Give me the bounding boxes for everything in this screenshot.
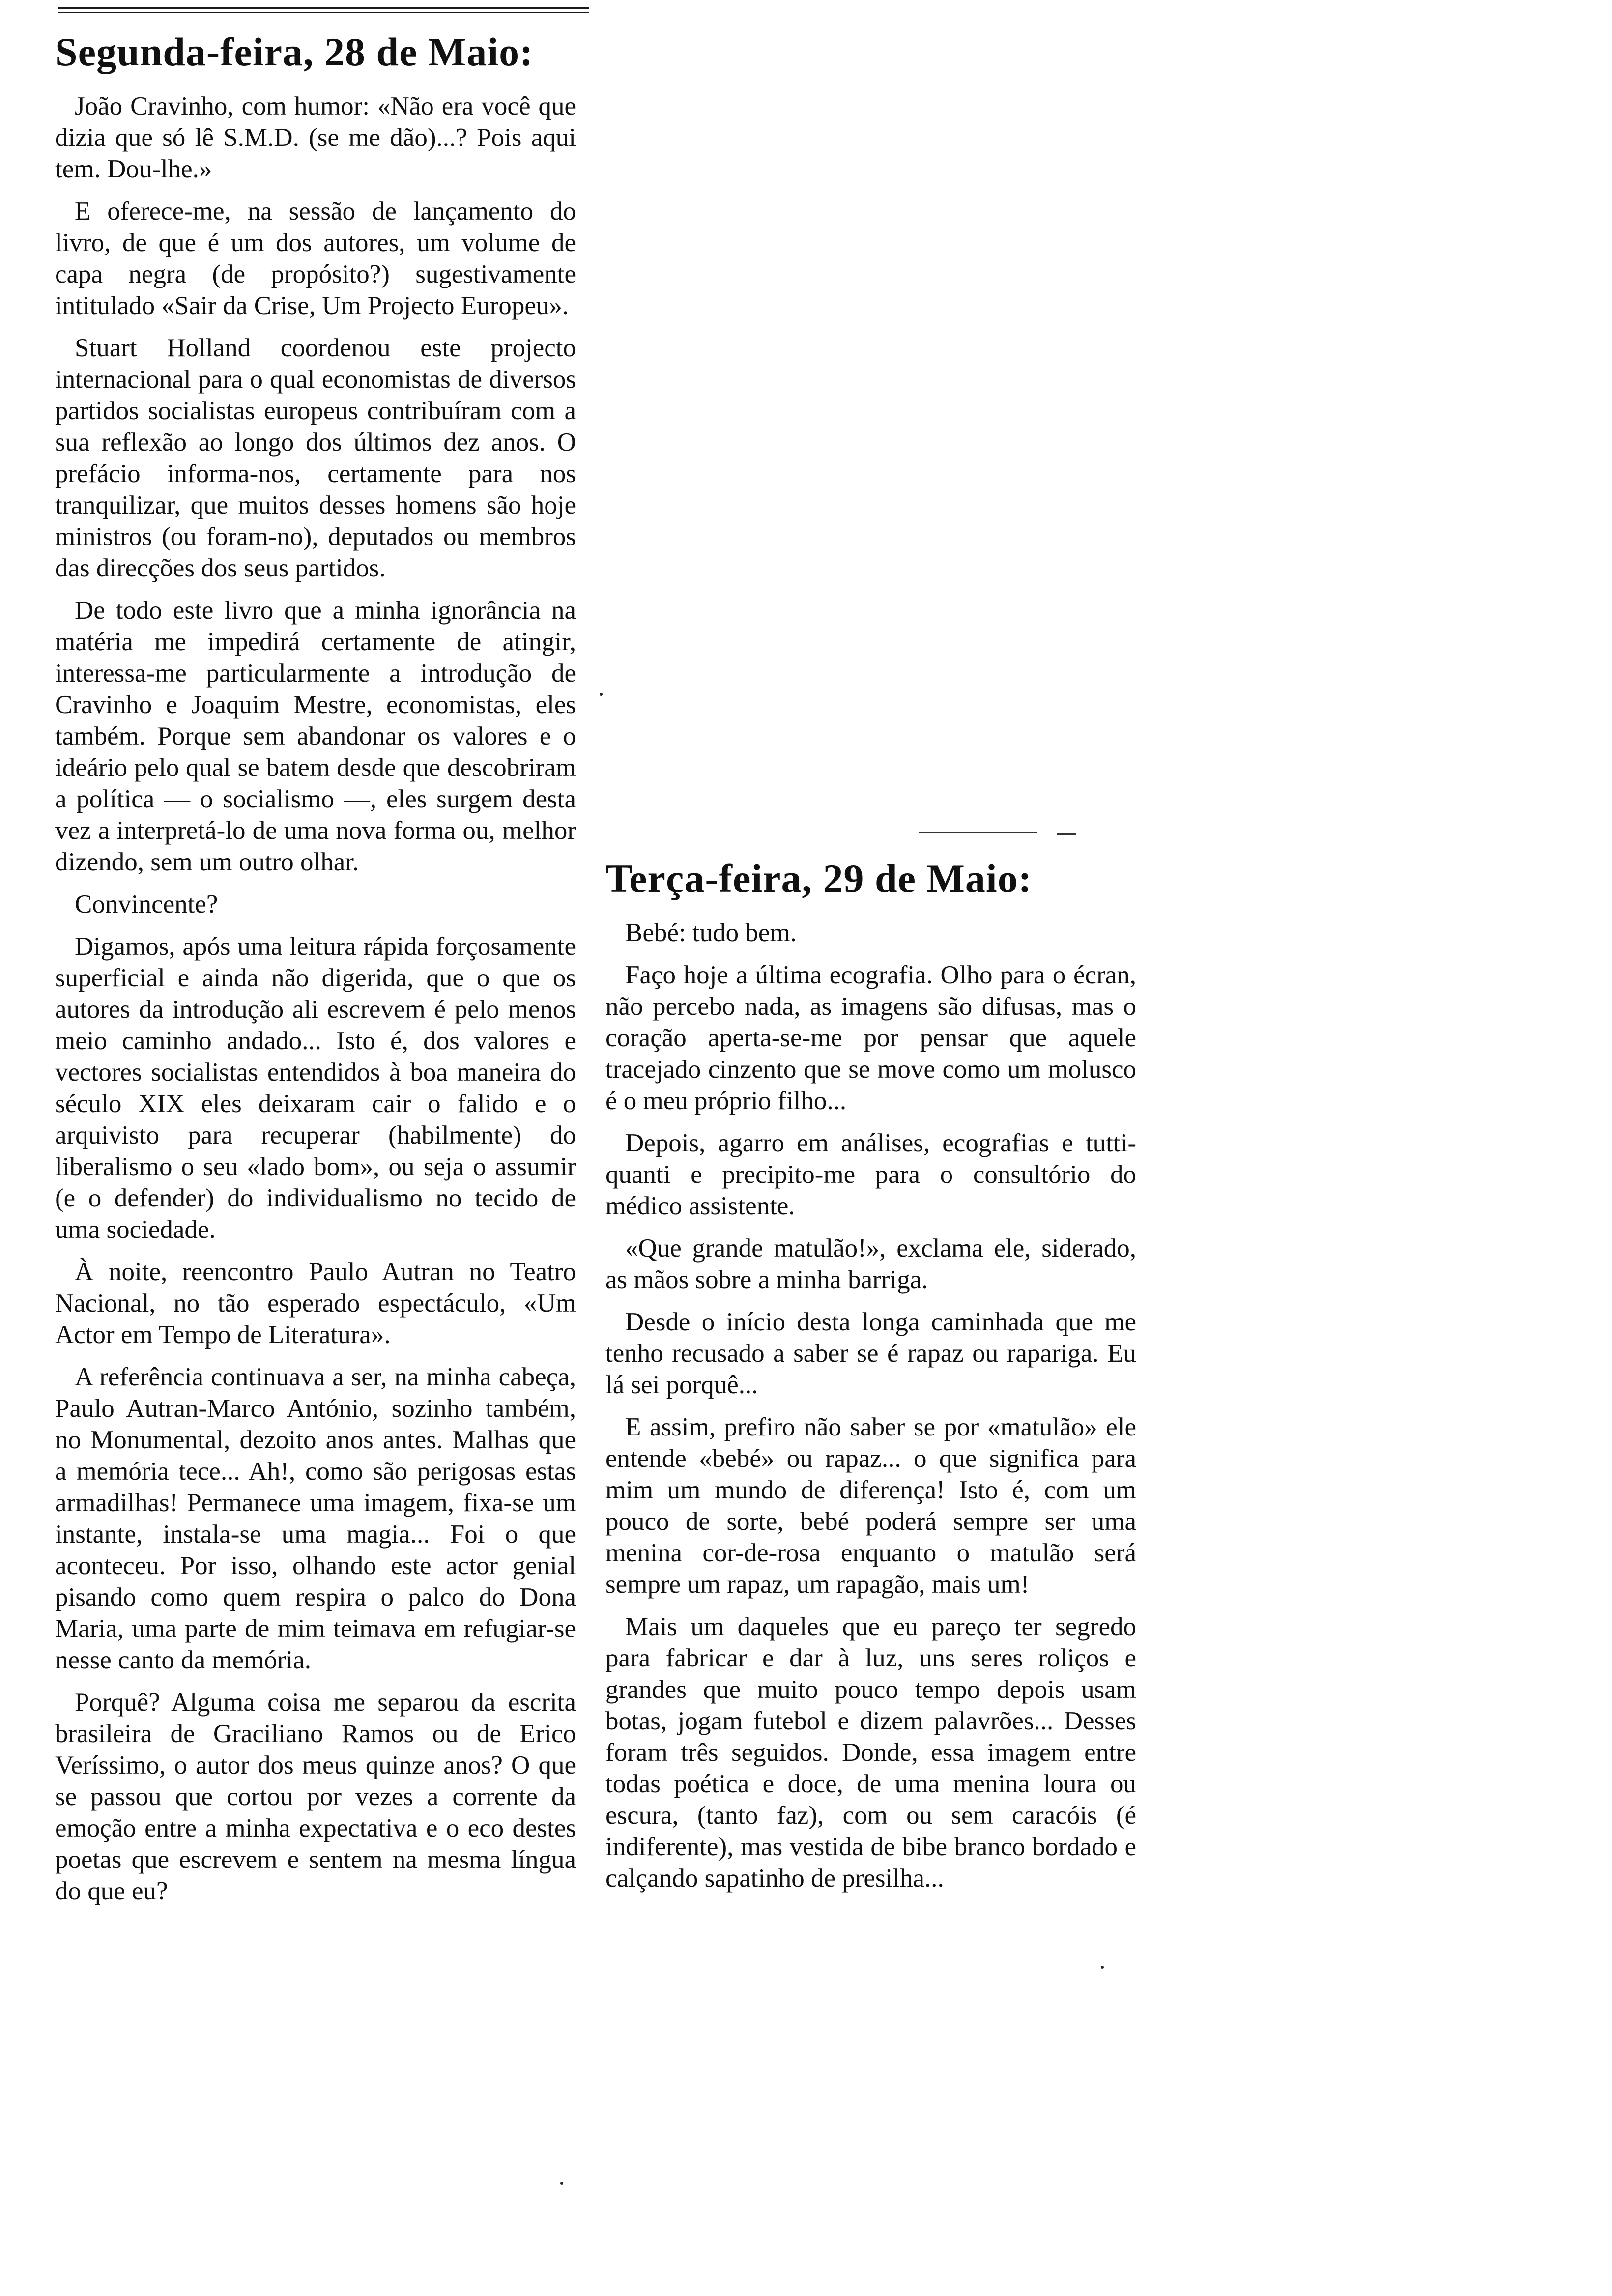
scan-mark bbox=[919, 832, 1037, 833]
entry-date-heading: Segunda-feira, 28 de Maio: bbox=[55, 29, 534, 74]
paragraph: Digamos, após uma leitura rápida forçosamente superficial e ainda não digerida, que o que os autores da introdução ali escrevem é pelo menos meio caminho andado... Isto é, dos valores e vectores socialistas entendidos à boa maneira do século XIX eles deixaram cair o falido e o arquivisto para recuperar (habilmente) do liberalismo o seu «lado bom», ou seja o assumir (e o defender) do individualismo no tecido de uma sociedade. bbox=[55, 932, 576, 1244]
top-rule bbox=[58, 7, 589, 9]
entry-date-heading: Terça-feira, 29 de Maio: bbox=[605, 856, 1033, 901]
paragraph: A referência continuava a ser, na minha cabeça, Paulo Autran-Marco António, sozinho também, no Monumental, dezoito anos antes. Malhas que a memória tece... Ah!, como são perigosas estas armadilhas! Permanece uma imagem, fixa-se um instante, instala-se uma magia... Foi o que aconteceu. Por isso, olhando este actor genial pisando como quem respira o palco do Dona Maria, uma parte de mim teimava em refugiar-se nesse canto da memória. bbox=[55, 1363, 576, 1674]
paragraph: Desde o início desta longa caminhada que me tenho recusado a saber se é rapaz ou rapariga. Eu lá sei porquê... bbox=[605, 1308, 1136, 1399]
paragraph: Bebé: tudo bem. bbox=[625, 918, 797, 947]
scan-mark bbox=[1057, 833, 1076, 835]
paragraph: De todo este livro que a minha ignorância na matéria me impedirá certamente de atingir, interessa-me particularmente a introdução de Cravinho e Joaquim Mestre, economistas, eles também. Porque sem abandonar os valores e o ideário pelo qual se batem desde que descobriram a política — o socialismo —, eles surgem desta vez a interpretá-lo de uma nova forma ou, melhor dizendo, sem um outro olhar. bbox=[55, 596, 576, 876]
scan-speck bbox=[600, 693, 603, 696]
paragraph: Depois, agarro em análises, ecografias e tutti-quanti e precipito-me para o consultório do médico assistente. bbox=[605, 1129, 1136, 1220]
paragraph: João Cravinho, com humor: «Não era você que dizia que só lê S.M.D. (se me dão)...? Pois aqui tem. Dou-lhe.» bbox=[55, 92, 576, 183]
paragraph: E oferece-me, na sessão de lançamento do livro, de que é um dos autores, um volume de capa negra (de propósito?) sugestivamente intitulado «Sair da Crise, Um Projecto Europeu». bbox=[55, 197, 576, 320]
paragraph: Porquê? Alguma coisa me separou da escrita brasileira de Graciliano Ramos ou de Erico Veríssimo, o autor dos meus quinze anos? O que se passou que cortou por vezes a corrente da emoção entre a minha expectativa e o eco destes poetas que escrevem e sentem na mesma língua do que eu? bbox=[55, 1688, 576, 1905]
paragraph: Convincente? bbox=[75, 890, 218, 918]
paragraph: Mais um daqueles que eu pareço ter segredo para fabricar e dar à luz, uns seres roliços e grandes que muito pouco tempo depois usam botas, jogam futebol e dizem palavrões... Desses foram três seguidos. Donde, essa imagem entre todas poética e doce, de uma menina loura ou escura, (tanto faz), com ou sem caracóis (é indiferente), mas vestida de bibe branco bordado e calçando sapatinho de presilha... bbox=[605, 1612, 1136, 1893]
paragraph: À noite, reencontro Paulo Autran no Teatro Nacional, no tão esperado espectáculo, «Um Actor em Tempo de Literatura». bbox=[55, 1258, 576, 1349]
paragraph: E assim, prefiro não saber se por «matulão» ele entende «bebé» ou rapaz... o que significa para mim um mundo de diferença! Isto é, com um pouco de sorte, bebé poderá sempre ser uma menina cor-de-rosa enquanto o matulão será sempre um rapaz, um rapagão, mais um! bbox=[605, 1413, 1136, 1599]
scan-speck bbox=[560, 2182, 563, 2185]
top-rule-thin bbox=[58, 12, 589, 13]
entry-tuesday bbox=[605, 855, 1136, 1905]
paragraph: Faço hoje a última ecografia. Olho para o écran, não percebo nada, as imagens são difusas, mas o coração aperta-se-me por pensar que aquele tracejado cinzento que se move como um molusco é o meu próprio filho... bbox=[605, 961, 1136, 1115]
paragraph: «Que grande matulão!», exclama ele, siderado, as mãos sobre a minha barriga. bbox=[605, 1234, 1136, 1294]
entry-monday bbox=[55, 29, 576, 1918]
scan-speck bbox=[1101, 1966, 1104, 1969]
paragraph: Stuart Holland coordenou este projecto internacional para o qual economistas de diversos partidos socialistas europeus contribuíram com a sua reflexão ao longo dos últimos dez anos. O prefácio informa-nos, certamente para nos tranquilizar, que muitos desses homens são hoje ministros (ou foram-no), deputados ou membros das direcções dos seus partidos. bbox=[55, 334, 576, 582]
